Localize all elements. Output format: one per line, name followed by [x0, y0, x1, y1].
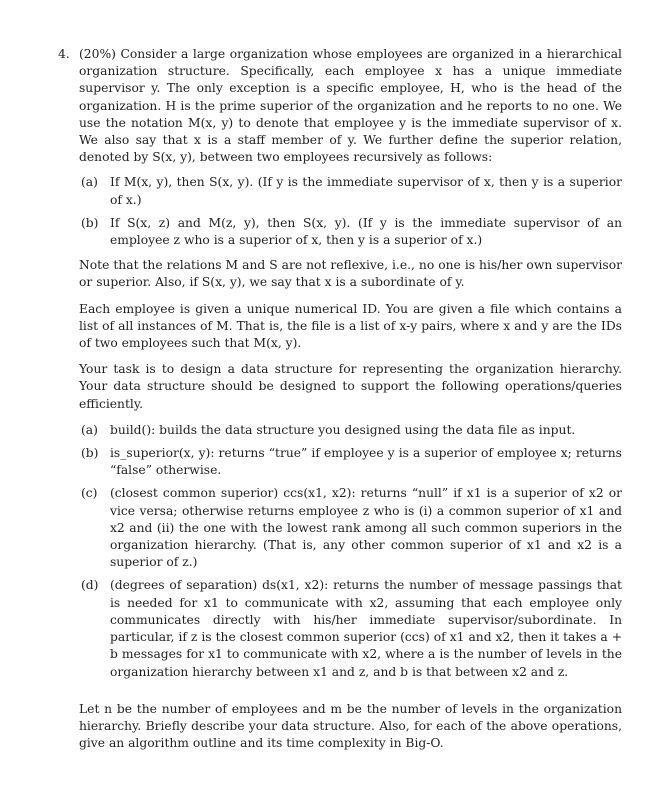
rule-item: [79, 215, 622, 249]
rule-text: If S(x, z) and M(z, y), then S(x, y). (If y is the immediate supervisor of an employee z who is a superior of x, then y is a superior of x.): [110, 215, 622, 248]
closing-paragraph: Let n be the number of employees and m be the number of levels in the organization hierarchy. Briefly describe your data structure. Also, for each of the above operations, give an algorithm outline and its time complexity in Big-O.: [79, 701, 622, 751]
operation-label: (c): [81, 486, 98, 501]
operations-list: [79, 422, 622, 681]
operation-label: (d): [81, 578, 99, 593]
superior-rules-list: [79, 174, 622, 249]
operation-text: build(): builds the data structure you designed using the data file as input.: [110, 422, 576, 437]
question-number: 4.: [58, 47, 70, 61]
rule-label: (b): [81, 215, 99, 230]
operation-item: [79, 445, 622, 479]
note-paragraph: Note that the relations M and S are not reflexive, i.e., no one is his/her own supervisor or superior. Also, if S(x, y), we say that x is a subordinate of y.: [79, 258, 622, 290]
operation-text: is_superior(x, y): returns “true” if employee y is a superior of employee x; returns “false” otherwise.: [110, 446, 622, 478]
rule-label: (a): [81, 175, 98, 190]
exam-question: [58, 46, 622, 761]
task-paragraph: Your task is to design a data structure for representing the organization hierarchy. Your data structure should be designed to support the following operations/queries efficiently.: [79, 362, 622, 411]
operation-item: [79, 485, 622, 571]
question-block: [58, 46, 622, 166]
input-file-paragraph: Each employee is given a unique numerical ID. You are given a file which contains a list of all instances of M. That is, the file is a list of x-y pairs, where x and y are the IDs of two employees such that M(x, y).: [79, 301, 622, 351]
operation-text: (closest common superior) ccs(x1, x2): returns “null” if x1 is a superior of x2 or vice versa; otherwise returns employee z who is (i) a common superior of x1 and x2 and (ii) the one with the lowest rank among all such common superiors in the organization hierarchy. (That is, any other common superior of x1 and x2 is a superior of z.): [110, 486, 622, 570]
operation-item: [79, 577, 622, 680]
rule-item: [79, 174, 622, 208]
operation-item: [79, 422, 622, 439]
operation-label: (a): [81, 422, 98, 437]
rule-text: If M(x, y), then S(x, y). (If y is the immediate supervisor of x, then y is a superior of x.): [110, 175, 622, 207]
operation-text: (degrees of separation) ds(x1, x2): returns the number of message passings that is needed for x1 to communicate with x2, assuming that each employee only communicates directly with his/her immediate supervisor/subordinate. In particular, if z is the closest common superior (ccs) of x1 and x2, then it takes a + b messages for x1 to communicate with x2, where a is the number of levels in the organization hierarchy between x1 and z, and b is that between x2 and z.: [110, 578, 622, 679]
operation-label: (b): [81, 446, 99, 461]
question-intro: (20%) Consider a large organization whose employees are organized in a hierarchical organization structure. Specifically, each employee x has a unique immediate supervisor y. The only exception is a specific employee, H, who is the head of the organization. H is the prime superior of the organization and he reports to no one. We use the notation M(x, y) to denote that employee y is the immediate supervisor of x. We also say that x is a staff member of y. We further define the superior relation, denoted by S(x, y), between two employees recursively as follows:: [79, 47, 622, 165]
